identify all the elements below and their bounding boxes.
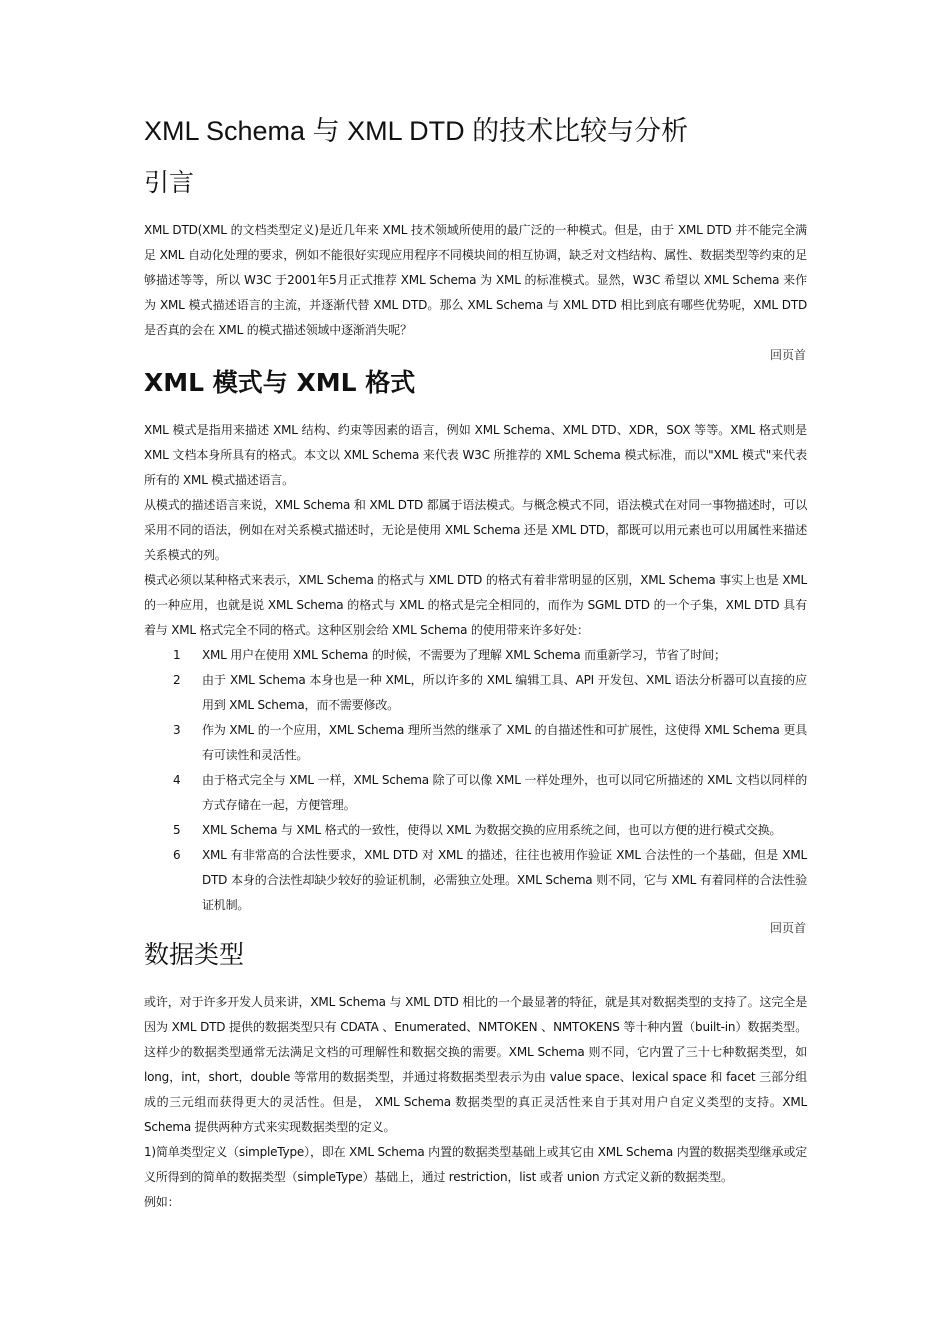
list-item <box>173 718 807 768</box>
intro-section-body <box>144 218 807 343</box>
list-item <box>173 668 807 718</box>
list-item-number: 5 <box>173 823 181 837</box>
paragraph: 1)简单类型定义（simpleType），即在 XML Schema 内置的数据类型基础上或其它由 XML Schema 内置的数据类型继承或定义所得到的简单的数据类型（simpleType）基础上，通过 restriction，list 或者 union 方式定义新的数据类型。 <box>144 1145 807 1184</box>
paragraph: XML 模式是指用来描述 XML 结构、约束等因素的语言，例如 XML Schema、XML DTD、XDR，SOX 等等。XML 格式则是 XML 文档本身所具有的格式。本文以 XML Schema 来代表 W3C 所推荐的 XML Schema 模式标准，而以"XML 模式"来代表所有的 XML 模式描述语言。 <box>144 423 807 487</box>
data-types-section-body <box>144 990 807 1215</box>
list-item-text: XML Schema 与 XML 格式的一致性，使得以 XML 为数据交换的应用系统之间，也可以方便的进行模式交换。 <box>202 823 782 837</box>
list-item <box>173 818 807 843</box>
paragraph: 从模式的描述语言来说，XML Schema 和 XML DTD 都属于语法模式。与概念模式不同，语法模式在对同一事物描述时，可以采用不同的语法，例如在对关系模式描述时，无论是使用 XML Schema 还是 XML DTD，都既可以用元素也可以用属性来描述关系模式的列。 <box>144 498 807 562</box>
document-title: XML Schema 与 XML DTD 的技术比较与分析 <box>144 116 689 146</box>
list-item-text: 由于 XML Schema 本身也是一种 XML，所以许多的 XML 编辑工具、API 开发包、XML 语法分析器可以直接的应用到 XML Schema，而不需要修改。 <box>202 673 807 712</box>
paragraph: 模式必须以某种格式来表示，XML Schema 的格式与 XML DTD 的格式有着非常明显的区别，XML Schema 事实上也是 XML 的一种应用，也就是说 XML Schema 的格式与 XML 的格式是完全相同的，而作为 SGML DTD 的一个子集，XML DTD 具有着与 XML 格式完全不同的格式。这种区别会给 XML Schema 的使用带来许多好处： <box>144 573 807 637</box>
list-item-text: 作为 XML 的一个应用，XML Schema 理所当然的继承了 XML 的自描述性和可扩展性，这使得 XML Schema 更具有可读性和灵活性。 <box>202 723 807 762</box>
list-item <box>173 643 807 668</box>
list-item-number: 3 <box>173 723 181 737</box>
list-item-text: XML 用户在使用 XML Schema 的时候，不需要为了理解 XML Schema 而重新学习，节省了时间； <box>202 648 726 662</box>
list-item <box>173 768 807 818</box>
list-item-number: 4 <box>173 773 181 787</box>
list-item-number: 6 <box>173 848 181 862</box>
benefits-list <box>173 643 807 918</box>
intro-paragraph: XML DTD(XML 的文档类型定义)是近几年来 XML 技术领域所使用的最广泛的一种模式。但是，由于 XML DTD 并不能完全满足 XML 自动化处理的要求，例如不能很好实现应用程序不同模块间的相互协调，缺乏对文档结构、属性、数据类型等约束的足够描述等等，所以 W3C 于2001年5月正式推荐 XML Schema 为 XML 的标准模式。显然，W3C 希望以 XML Schema 来作为 XML 模式描述语言的主流，并逐渐代替 XML DTD。那么 XML Schema 与 XML DTD 相比到底有哪些优势呢，XML DTD 是否真的会在 XML 的模式描述领域中逐渐消失呢？ <box>144 223 807 337</box>
list-item-number: 2 <box>173 673 181 687</box>
section-heading-schema-format: XML 模式与 XML 格式 <box>144 368 416 397</box>
list-item <box>173 843 807 918</box>
section-heading-intro: 引言 <box>144 168 195 197</box>
section-heading-data-types: 数据类型 <box>144 940 245 969</box>
schema-format-section-body <box>144 418 807 918</box>
list-item-number: 1 <box>173 648 181 662</box>
back-to-top-link[interactable]: 回页首 <box>769 348 806 362</box>
list-item-text: XML 有非常高的合法性要求，XML DTD 对 XML 的描述，往往也被用作验证 XML 合法性的一个基础，但是 XML DTD 本身的合法性却缺少较好的验证机制，必需独立处理。XML Schema 则不同，它与 XML 有着同样的合法性验证机制。 <box>202 848 807 912</box>
back-to-top-link[interactable]: 回页首 <box>769 921 806 935</box>
paragraph: 或许，对于许多开发人员来讲，XML Schema 与 XML DTD 相比的一个最显著的特征，就是其对数据类型的支持了。这完全是因为 XML DTD 提供的数据类型只有 CDATA 、Enumerated、NMTOKEN 、NMTOKENS 等十种内置（built-in）数据类型。这样少的数据类型通常无法满足文档的可理解性和数据交换的需要。XML Schema 则不同，它内置了三十七种数据类型，如 long，int，short，double 等常用的数据类型，并通过将数据类型表示为由 value space、lexical space 和 facet 三部分组成的三元组而获得更大的灵活性。但是， XML Schema 数据类型的真正灵活性来自于其对用户自定义类型的支持。XML Schema 提供两种方式来实现数据类型的定义。 <box>144 995 807 1134</box>
paragraph: 例如： <box>144 1195 180 1209</box>
list-item-text: 由于格式完全与 XML 一样，XML Schema 除了可以像 XML 一样处理外，也可以同它所描述的 XML 文档以同样的方式存储在一起，方便管理。 <box>202 773 807 812</box>
